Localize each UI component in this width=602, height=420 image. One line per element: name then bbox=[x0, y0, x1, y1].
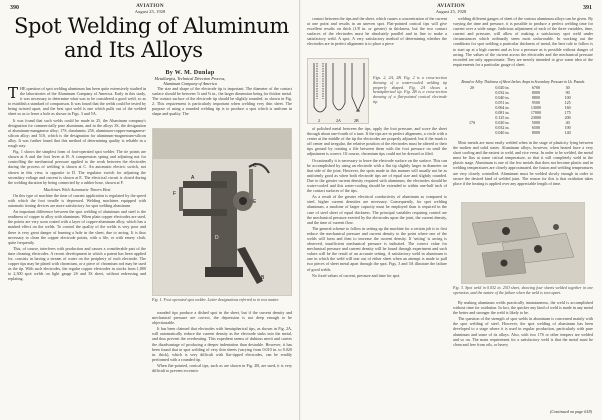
article-column-1 bbox=[8, 86, 146, 416]
left-page bbox=[0, 0, 300, 420]
right-page bbox=[301, 0, 602, 420]
table-cell: 0.020 in. bbox=[495, 85, 510, 90]
table-cell: 90 bbox=[565, 90, 570, 95]
table-cell: 100 bbox=[564, 95, 571, 100]
drop-cap: T bbox=[8, 86, 19, 102]
table-cell: 140 bbox=[564, 130, 571, 135]
table-cell: 0.020 in. bbox=[495, 120, 510, 125]
article-column-2-top bbox=[152, 86, 292, 126]
running-head bbox=[120, 4, 180, 14]
page-number: 390 bbox=[10, 5, 19, 11]
table-cell: 0.081 in. bbox=[495, 110, 510, 115]
running-head-magazine: AVIATION bbox=[437, 3, 465, 9]
paragraph: No fixed values of current, pressure and time for spot bbox=[312, 272, 400, 278]
torn-weld-illustration bbox=[462, 203, 585, 284]
table-cell: 17000 bbox=[530, 110, 541, 115]
paragraph: rounded tips produce a dished spot in the sheet, but if the current density and mechanical pressure are correct, the depression is not deep enough to be objectionable. bbox=[152, 310, 292, 326]
svg-text:E: E bbox=[253, 199, 257, 205]
table-cell: 8000 bbox=[531, 90, 540, 95]
table-cell: 0.032 in. bbox=[495, 125, 510, 130]
spot-welder-illustration bbox=[153, 129, 292, 296]
figure-2-caption: Figs. 2, 2A, 2B. Fig. 2 is a cross-section drawing of a water-cooled welding tip properly shaped. Fig. 2A shows a hemispherical tip. Fig. 2B is a cross-section drawing of a flat-pointed conical electrode tip. bbox=[373, 75, 447, 104]
byline bbox=[110, 70, 270, 86]
electrode-tip-diagram bbox=[308, 59, 369, 124]
svg-text:2A: 2A bbox=[336, 118, 341, 123]
table-cell bbox=[461, 130, 483, 135]
article-column-3-top bbox=[307, 16, 447, 56]
table-cell: 13000 bbox=[530, 105, 541, 110]
table-cell: 8800 bbox=[531, 95, 540, 100]
continued-note: (Continued on page 618) bbox=[550, 409, 592, 414]
running-head-date: August 25, 1928 bbox=[134, 9, 166, 15]
figure-3-caption: Fig. 3. Spot weld in 0.032 in. 25O sheet, showing four sheets welded together in one operation, and the nature of the failure when the weld is torn apart. bbox=[453, 285, 593, 295]
table-cell: 8000 bbox=[531, 130, 540, 135]
running-head-date: August 25, 1928 bbox=[435, 9, 467, 15]
table-cell: 0.125 in. bbox=[495, 115, 510, 120]
table-cell: 17S bbox=[469, 120, 476, 125]
paragraph: contact between the tips and the sheet, which causes a concentration of the current at one point and results in an uneven spot. Flat-pointed conical tips will give excellent results on thick (1/8 in. or greater) in thickness, but the two contact surfaces of the electrodes must be absolutely parallel and in line to make a satisfactory weld. A spot, A very satisfactory method of determining whether the electrodes are in perfect alignment is to place a piece bbox=[307, 16, 447, 47]
page-number: 391 bbox=[583, 5, 592, 11]
svg-text:F: F bbox=[173, 191, 177, 197]
table-header: Thickness of Sheet Inches bbox=[483, 80, 521, 84]
svg-text:A: A bbox=[191, 175, 195, 181]
title-line-1: Spot Welding of Aluminum bbox=[14, 14, 289, 38]
table-cell: 0.040 in. bbox=[495, 95, 510, 100]
table-cell: 175 bbox=[564, 110, 571, 115]
figure-1-spot-welder-photo bbox=[152, 128, 292, 296]
paragraph: As a result of the greater electrical conductivity of aluminum as compared to steel, higher current densities are necessary. Consequently, for spot welding aluminum, a machine of larger capacity must be employed than is required in the case of steel sheet of equal thickness. The principal variables requiring control are the mechanical pressure exerted by the electrodes upon the joint, the current density, and the time of current flow. bbox=[307, 194, 447, 225]
paragraph: Fig. 1 shows the simplest form of foot-operated spot welder. The tie points are shown at A and the foot lever at B. A compression spring and adjusting nut for controlling the mechanical pressure applied to the work between the electrodes during the process of welding is shown at C. An automatic electric switch, not shown in this view, is opposite to D. The regulator switch for adjusting the secondary voltage and current is shown at E. The electrical circuit is closed during the welding duration by being connected by a rubber hose, shown at F. bbox=[8, 149, 146, 185]
figure-1-caption: Fig. 1. Foot operated spot welder. Letter designations referred to in text matter. bbox=[152, 297, 280, 302]
paragraph: It has been claimed that electrodes with hemispherical tips, as shown in Fig. 2A, will automatically reduce the current density as the electrode sinks into the metal, and thus prevent the overheating. This expedient seems of dubious merit and carries the disadvantage of producing a deeper indentation than desirable. However, it has been found that in spot welding of very thin sheets (varying from 0.010 in. to 0.020 in. thick), which is very difficult with flat-tipped electrodes, can be readily performed with a rounded tip. bbox=[152, 326, 292, 362]
table-cell: 125 bbox=[564, 100, 571, 105]
table-cell: 0.051 in. bbox=[495, 100, 510, 105]
svg-text:2: 2 bbox=[318, 118, 320, 123]
author-role-1: Metallurgist, Technical Direction Process, bbox=[154, 76, 226, 81]
table-cell: 9500 bbox=[531, 100, 540, 105]
paragraph: On this type of machine the time of current application is regulated by the speed with which the foot treadle is depressed. Welding machines equipped with automatic timing devices are more satisfactory for spot welding aluminum. bbox=[8, 192, 146, 209]
table-cell: 0.032 in. bbox=[495, 90, 510, 95]
svg-text:B: B bbox=[261, 275, 265, 281]
table-cell: 6700 bbox=[531, 85, 540, 90]
table-cell: 30 bbox=[565, 85, 570, 90]
paragraph: By making aluminum welds practically instantaneous, the weld is accomplished without time for oxidation. In fact, the quicker any kind of weld is made in any metal the better and stronger the weld is likely to be. bbox=[453, 300, 593, 316]
paragraph: of polished metal between the tips, apply the foot pressure, and score the sheet through about one-fourth of a turn. If the tips are in perfect alignment, a circle with a center at the middle of the tip the electrodes are properly adjusted; but if the mark is off center and irregular, the relative position of the electrodes must be altered or their tips ground by rotating a file between them with the foot pressure on until the adjustment is correct. Of course, chromium tips could not be dressed or filed. bbox=[307, 126, 447, 157]
paragraph: The general scheme to follow in setting up the machine for a certain job is to first reduce the mechanical pressure and current density to the point where one of the welds will form and then to increase the current density. If 'setting' is arcing is observed, insufficient mechanical pressure is indicated. The correct value for mechanical pressure and current density will be found through experiment and such values will be the result of an accurate setting. A satisfactory weld in aluminum is one in which the weld will tear out of either sheet when an attempt is made to pull two pieces of sheet metal apart through the spot. Figs. 3 and 3A illustrate the failure of good welds. bbox=[307, 225, 447, 272]
paragraph: welding different gauges of sheet of the various aluminum alloys can be given. By varying the time and pressure, it is possible to produce a perfect welding time for current over a wide range. Judicious adjustment of each of the three variables, time, current and pressure, will allow of making a satisfactory spot weld under circumstances which ordinarily seem most unfavorable. In working out the conditions for spot welding a particular thickness of metal, the best rule to follow is to start up at a high current and as low a pressure as is possible without danger of arcing. The values of the current across the electrodes and the mechanical pressure recorded are only approximate. They are merely intended to give some idea of the requirements for a particular gauge of sheet. bbox=[453, 16, 593, 67]
paragraph: This, of course, interferes with production and causes a considerable part of the time cleaning electrodes. A recent development in which a patent has been applied for, consists in having a stream of water on the periphery of each electrode. The copper tips may be plated with chromium, or a piece of chromium rod may be used as the tip. With such electrodes, the regular copper electrodes in stocks from 1,800 to 2,300 spot welds on light gauge 2S and 3S sheet, without redressing and replating. bbox=[8, 245, 146, 282]
table-cell: 200 bbox=[564, 115, 571, 120]
svg-text:2B: 2B bbox=[354, 118, 359, 123]
svg-text:C: C bbox=[253, 163, 257, 169]
table-header: Amps in Secondary bbox=[521, 80, 550, 84]
welding-spec-table bbox=[461, 80, 585, 135]
paragraph: The question of the strength of spot welds in aluminum is concerned mainly with the spot welding of steel. However, the spot welding of aluminum has been developed to a stage where it is used in regular production, particularly with pure aluminum and some of its alloys. Also, with two 17S or other tempers are welded and so on. The main requirement for a satisfactory weld is that the metal must be clean and free from oils, or heavy bbox=[453, 316, 593, 347]
paragraph: Occasionally it is necessary to leave the electrode surface on the surface. This can be accomplished by using an electrode with a flat tip slightly larger in diameter on that side of the joint. However, the spots made in this manner will usually not be as uniformly good as when both electrode tips are of equal size and slightly rounded. Due to the greater current density required with aluminum, the electrodes should be water-cooled and this water-cooling should be extended to within one-half inch of the contact surfaces of the tips. bbox=[307, 157, 447, 194]
title-line-2: and Its Alloys bbox=[64, 38, 203, 62]
paragraph: An important difference between the spot welding of aluminum and steel is the readiness of copper to alloy with aluminum. When plain copper electrodes are used, the points are very soon coated with a layer of copper-aluminum alloy, which has a marked effect on the welds. To control the quality of the welds is very poor and there is very great danger of burning a hole in the sheet, due to arcing. It is thus necessary to clean the copper electrode points, with a file, or with emery cloth, quite frequently. bbox=[8, 209, 146, 245]
table-cell: 40 bbox=[565, 120, 570, 125]
paragraph: When flat-pointed, conical tips, such as are shown in Fig. 2B, are used, it is very difficult to prevent eccentric bbox=[152, 362, 292, 374]
running-head-magazine: AVIATION bbox=[136, 3, 164, 9]
table-cell: 100 bbox=[564, 125, 571, 130]
running-head bbox=[421, 4, 481, 14]
article-column-3-bottom bbox=[307, 126, 447, 416]
paragraph: The size and shape of the electrode tip is important. The diameter of the contact surface should be between ⅛ and ⅜ in., the larger dimension being for thicker metal. The contact surface of the electrode tip should be slightly rounded, as shown in Fig. 2. This requirement is particularly important when welding very thin sheet. The purpose of using a rounded welding tip is to produce a spot which is uniform in shape and quality. The bbox=[152, 86, 292, 117]
paragraph: HE question of spot welding aluminum has been quite extensively studied in the laboratories of the Aluminum Company of America. Early in this study, it was necessary to determine what was to be considered a good weld, so as to establish a standard of comparison. It was found that the welds could be tested by being twisted apart, and the best spot weld is one which pulls out of the welded sheet so as to leave a hole as shown in Figs. 3 and 5A. bbox=[8, 86, 146, 117]
table-cell: 5000 bbox=[531, 120, 540, 125]
table-cell: 23000 bbox=[530, 115, 541, 120]
table-cell: 160 bbox=[564, 105, 571, 110]
svg-text:D: D bbox=[215, 235, 219, 241]
article-column-4-middle bbox=[453, 140, 593, 200]
figure-2-tip-drawings bbox=[307, 58, 369, 124]
article-column-4-top bbox=[453, 16, 593, 78]
table-cell: 2S bbox=[470, 85, 475, 90]
section-subhead: Machines With Automatic Timers Best bbox=[43, 186, 111, 192]
table-header: Brand or Alloy bbox=[461, 80, 483, 84]
paragraph: It was found that such welds could be made in 25, the Aluminum company's designation for commercially pure aluminum, and in the alloys 3S, the designation of aluminum-manganese alloy; 17S, duralumin; 25S, aluminum-copper-manganese-silicon alloy; and 51S, which is the designation for aluminum-magnesium-silicon alloy. It was further found that this method of determining quality is reliable in a rough way. bbox=[8, 117, 146, 149]
table-header: Pressure in Lb. Pounds bbox=[550, 80, 585, 84]
spec-table-wrapper bbox=[461, 80, 585, 135]
table-cell: 0.064 in. bbox=[495, 105, 510, 110]
table-cell: 0.040 in. bbox=[495, 130, 510, 135]
article-title bbox=[14, 14, 294, 62]
article-column-2-bottom bbox=[152, 310, 292, 416]
figure-3-weld-photo bbox=[461, 202, 585, 284]
article-column-4-bottom bbox=[453, 300, 593, 404]
paragraph: Most metals are most easily welded when in the stage of plasticity lying between the molten and solid states. Aluminum alloys, however, when heated have a very short cooling and the easiest to weld, and vice versa. In order to be welded, the metal must be flux at some critical temperature, so that it will completely weld in the plastic stage. Aluminum is one of the few metals that does not become plastic and in welding temperatures are closely approximated, the fusion and welding temperatures are very closely controlled. Aluminum must be welded slowly enough in order to secure the desired kind of welded joint. The reason for this is that oxidation takes place if the heating is applied over any appreciable length of time. bbox=[453, 140, 593, 186]
table-cell: 6500 bbox=[531, 125, 540, 130]
table-row bbox=[461, 130, 585, 135]
author-role-2: Aluminum Company of America bbox=[163, 81, 217, 86]
author-name: By W. M. Dunlap bbox=[165, 70, 215, 76]
